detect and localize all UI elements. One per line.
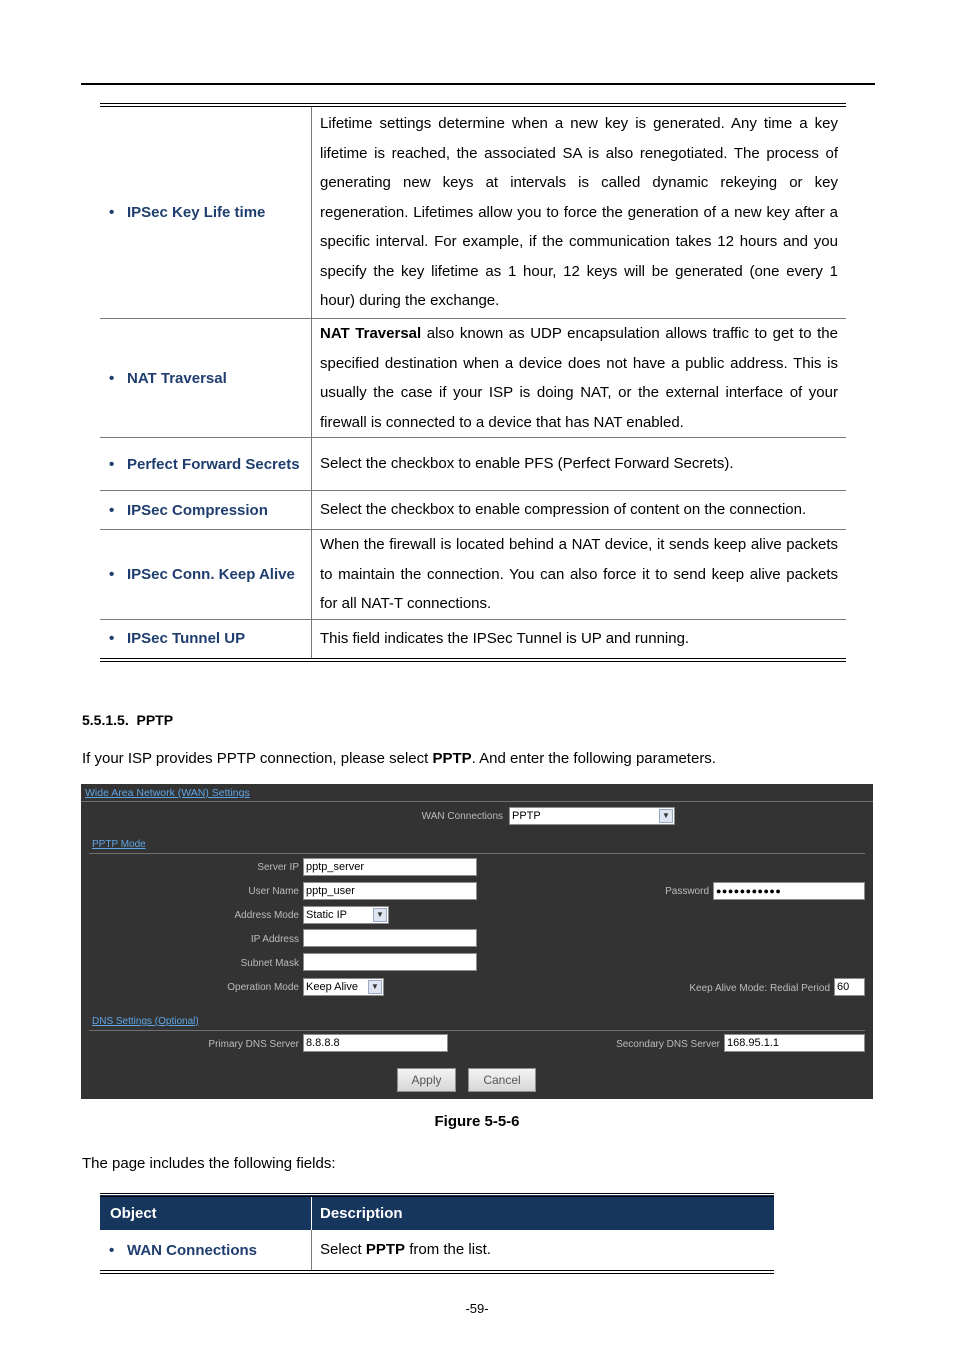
bullet-icon: [109, 498, 127, 523]
ipsec-fields-table: [100, 103, 846, 662]
section-number: 5.5.1.5.: [82, 712, 129, 728]
password-input[interactable]: ●●●●●●●●●●●: [713, 882, 865, 900]
figure-caption: Figure 5-5-6: [434, 1113, 520, 1130]
table-row: [100, 1230, 774, 1272]
divider: [81, 801, 873, 802]
description-text: When the firewall is located behind a NAT device, it sends keep alive packets to maintain the connection. You can also force it to send keep alive packets for all NAT-T connections.: [320, 536, 838, 612]
user-name-input[interactable]: pptp_user: [303, 882, 477, 900]
primary-dns-label: Primary DNS Server: [208, 1039, 299, 1050]
redial-period-label: Keep Alive Mode: Redial Period: [689, 983, 830, 994]
object-cell: [100, 619, 312, 660]
header-description: Description: [312, 1195, 775, 1230]
server-ip-input[interactable]: pptp_server: [303, 858, 477, 876]
operation-mode-value: Keep Alive: [306, 981, 358, 993]
divider: [89, 1030, 865, 1031]
table-row: [100, 105, 846, 319]
object-label: WAN Connections: [127, 1241, 257, 1259]
object-label: IPSec Conn. Keep Alive: [127, 565, 295, 583]
bullet-icon: [109, 200, 127, 225]
ip-address-label: IP Address: [250, 934, 299, 945]
server-ip-label: Server IP: [257, 862, 299, 873]
wan-settings-panel: [81, 784, 873, 1099]
table-row: [100, 491, 846, 530]
description-text-end: from the list.: [405, 1241, 491, 1259]
description-cell: [312, 530, 847, 620]
address-mode-select[interactable]: [303, 906, 389, 924]
subnet-mask-input[interactable]: [303, 953, 477, 971]
table-row: [100, 530, 846, 620]
bullet-icon: [109, 366, 127, 391]
description-cell: [312, 105, 847, 319]
object-cell: [100, 491, 312, 530]
object-label: NAT Traversal: [127, 369, 227, 387]
ip-address-input[interactable]: [303, 929, 477, 947]
section-title: PPTP: [136, 712, 174, 728]
dns-settings-heading: DNS Settings (Optional): [92, 1016, 199, 1027]
wan-connections-select[interactable]: [509, 807, 675, 825]
description-cell: [312, 438, 847, 491]
table-row: [100, 319, 846, 438]
bullet-icon: [109, 626, 127, 651]
object-cell: [100, 319, 312, 438]
address-mode-value: Static IP: [306, 909, 347, 921]
password-label: Password: [665, 886, 709, 897]
wan-connections-value: PPTP: [512, 810, 541, 822]
cancel-button[interactable]: Cancel: [468, 1068, 536, 1092]
divider: [89, 853, 865, 854]
object-cell: [100, 530, 312, 620]
secondary-dns-input[interactable]: 168.95.1.1: [724, 1034, 865, 1052]
intro-text: If your ISP provides PPTP connection, please select: [82, 750, 433, 767]
section-intro: [82, 750, 716, 767]
description-text: Lifetime settings determine when a new key is generated. Any time a key lifetime is reached, the associated SA is also renegotiated. The process of generating new keys at intervals is called dynamic rekeying or key regeneration. Lifetimes allow you to force the generation of a new key after a specific interval. For example, if the communication takes 12 hours and you specify the key lifetime as 1 hour, 12 keys will be generated (one every 1 hour) during the exchange.: [320, 115, 838, 310]
description-cell: [312, 619, 847, 660]
panel-title: Wide Area Network (WAN) Settings: [85, 787, 250, 799]
object-label: Perfect Forward Secrets: [127, 455, 300, 473]
operation-mode-label: Operation Mode: [227, 982, 299, 993]
description-cell: [312, 1230, 775, 1272]
object-cell: [100, 105, 312, 319]
object-cell: [100, 438, 312, 491]
pptp-fields-table: [100, 1193, 774, 1274]
chevron-down-icon: ▼: [659, 809, 673, 823]
wan-connections-label: WAN Connections: [421, 811, 503, 822]
redial-period-input[interactable]: 60: [834, 978, 865, 996]
description-text: also known as UDP encapsulation allows traffic to get to the specified destination when a device does not have a public address. This is usually the case if your ISP is doing NAT, or the external interface of your firewall is connected to a device that has NAT enabled.: [320, 325, 838, 431]
header-object: Object: [100, 1195, 312, 1230]
page-number: -59-: [465, 1301, 489, 1316]
description-text: This field indicates the IPSec Tunnel is UP and running.: [320, 629, 690, 647]
description-text: Select the checkbox to enable PFS (Perfect Forward Secrets).: [320, 455, 734, 473]
description-bold-term: NAT Traversal: [320, 325, 422, 342]
operation-mode-select[interactable]: [303, 978, 384, 996]
secondary-dns-label: Secondary DNS Server: [616, 1039, 720, 1050]
user-name-label: User Name: [248, 886, 299, 897]
pptp-mode-heading: PPTP Mode: [92, 839, 146, 850]
intro-bold: PPTP: [432, 750, 472, 767]
bullet-icon: [109, 452, 127, 477]
address-mode-label: Address Mode: [234, 910, 299, 921]
header-rule: [81, 83, 875, 85]
description-text: Select the checkbox to enable compression of content on the connection.: [320, 501, 807, 519]
bullet-icon: [109, 1238, 127, 1263]
table-header-row: [100, 1195, 774, 1230]
apply-button[interactable]: Apply: [397, 1068, 456, 1092]
table-row: [100, 619, 846, 660]
table-row: [100, 438, 846, 491]
chevron-down-icon: ▼: [373, 908, 387, 922]
bullet-icon: [109, 562, 127, 587]
description-text: Select: [320, 1241, 366, 1259]
chevron-down-icon: ▼: [368, 980, 382, 994]
section-heading: [82, 712, 173, 728]
object-label: IPSec Compression: [127, 501, 268, 519]
subnet-mask-label: Subnet Mask: [240, 958, 299, 969]
description-cell: [312, 319, 847, 438]
fields-intro: The page includes the following fields:: [82, 1155, 336, 1172]
object-label: IPSec Tunnel UP: [127, 630, 246, 647]
object-cell: [100, 1230, 312, 1272]
description-bold-term: PPTP: [365, 1241, 406, 1259]
object-label: IPSec Key Life time: [127, 204, 266, 221]
intro-text-end: . And enter the following parameters.: [471, 750, 716, 767]
primary-dns-input[interactable]: 8.8.8.8: [303, 1034, 448, 1052]
description-cell: [312, 491, 847, 530]
